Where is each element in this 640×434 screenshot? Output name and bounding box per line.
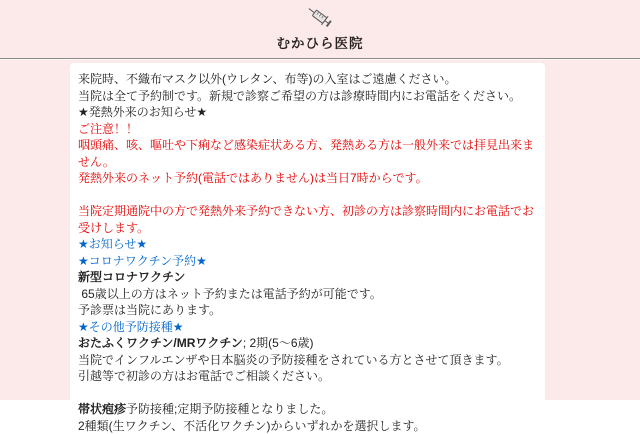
text-segment: 予診票は当院にあります。: [78, 303, 221, 317]
notice-line: [78, 71, 537, 88]
text-segment: 帯状疱疹: [78, 402, 126, 416]
text-segment: ★発熱外来のお知らせ★: [78, 105, 207, 119]
notice-line: [78, 368, 537, 385]
syringe-icon: [0, 4, 640, 30]
notice-line: [78, 401, 537, 418]
notice-line: [78, 319, 537, 336]
text-segment: 当院は全て予約制です。新規で診察ご希望の方は診療時間内にお電話をください。: [78, 89, 521, 103]
text-segment: ; 2期(5～6歳): [243, 336, 314, 350]
text-segment: おたふくワクチン/MRワクチン: [78, 336, 243, 350]
clinic-title: むかひら医院: [0, 32, 640, 52]
text-segment: 新型コロナワクチン: [78, 270, 185, 284]
notice-line: [78, 352, 537, 369]
text-segment: 当院定期通院中の方で発熱外来予約できない方、初診の方は診察時間内にお電話でお受けします。: [78, 204, 534, 235]
text-segment: 引越等で初診の方はお電話でご相談ください。: [78, 369, 330, 383]
text-segment: ★お知らせ★: [78, 237, 147, 251]
text-segment: ご注意！！: [78, 122, 138, 136]
notice-line: [78, 269, 537, 286]
notice-line: [78, 203, 537, 236]
text-segment: 2種類(生ワクチン、不活化ワクチン)からいずれかを選択します。: [78, 419, 426, 433]
notice-line: [78, 335, 537, 352]
notice-line: [78, 286, 537, 303]
notice-line: [78, 88, 537, 105]
notice-line: [78, 236, 537, 253]
notice-line: [78, 302, 537, 319]
text-segment: 咽頭痛、咳、嘔吐や下痢など感染症状ある方、発熱ある方は一般外来では拝見出来ません。: [78, 138, 534, 169]
notice-line: [78, 253, 537, 270]
site-header: [0, 0, 640, 52]
text-segment: ★コロナワクチン予約★: [78, 254, 207, 268]
text-segment: 予防接種;定期予防接種となりました。: [126, 402, 333, 416]
blank-line: [78, 187, 537, 204]
notice-panel: [70, 63, 545, 400]
notice-line: [78, 137, 537, 170]
text-segment: ★その他予防接種★: [78, 320, 184, 334]
text-segment: 65歳以上の方はネット予約または電話予約が可能です。: [78, 287, 382, 301]
header-divider: [0, 58, 640, 60]
blank-line: [78, 385, 537, 402]
notice-lines: [78, 71, 537, 434]
text-segment: 発熱外来のネット予約(電話ではありません)は当日7時からです。: [78, 171, 428, 185]
notice-line: [78, 104, 537, 121]
text-segment: 当院でインフルエンザや日本脳炎の予防接種をされている方とさせて頂きます。: [78, 353, 509, 367]
notice-line: [78, 418, 537, 434]
notice-line: [78, 121, 537, 138]
text-segment: 来院時、不織布マスク以外(ウレタン、布等)の入室はご遠慮ください。: [78, 72, 457, 86]
notice-line: [78, 170, 537, 187]
